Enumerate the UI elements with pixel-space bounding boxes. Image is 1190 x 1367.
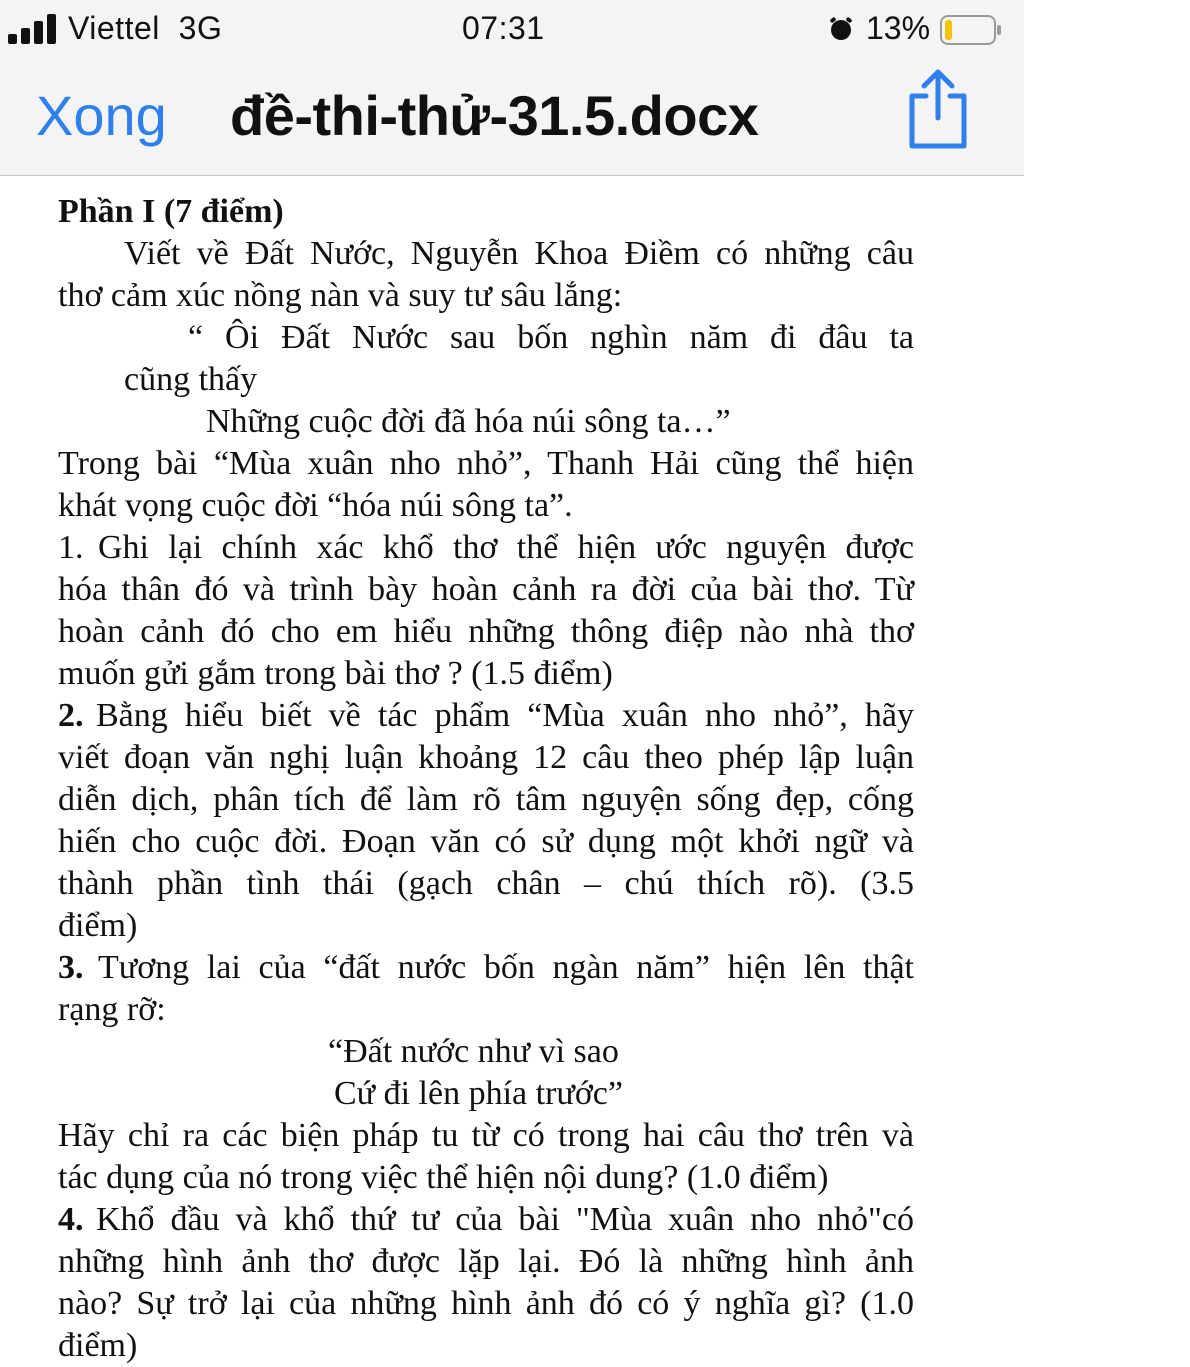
navigation-bar: [0, 58, 1024, 176]
question-line: thành phần tình thái (gạch chân – chú thích rõ). (3.5: [58, 865, 914, 902]
poem-line: Những cuộc đời đã hóa núi sông ta…”: [206, 403, 731, 440]
paragraph-line: khát vọng cuộc đời “hóa núi sông ta”.: [58, 487, 573, 524]
question-number: 4.: [58, 1201, 84, 1238]
paragraph-line: Trong bài “Mùa xuân nho nhỏ”, Thanh Hải cũng thể hiện: [58, 445, 914, 482]
question-line: Tương lai của “đất nước bốn ngàn năm” hiện lên thật: [98, 949, 914, 986]
question-number: 3.: [58, 949, 84, 986]
question-line: điểm): [58, 907, 138, 944]
poem-line: “ Ôi Đất Nước sau bốn nghìn năm đi đâu ta: [188, 319, 914, 356]
question-line: rạng rỡ:: [58, 991, 166, 1028]
question-line: hiến cho cuộc đời. Đoạn văn có sử dụng một khởi ngữ và: [58, 823, 914, 860]
poem-line: Cứ đi lên phía trước”: [334, 1075, 623, 1112]
share-icon[interactable]: [902, 66, 974, 152]
question-line: diễn dịch, phân tích để làm rõ tâm nguyện sống đẹp, cống: [58, 781, 914, 818]
battery-icon: [940, 14, 1002, 46]
battery-percent: 13%: [866, 10, 931, 46]
carrier-name: Viettel: [68, 10, 160, 46]
paragraph-line: Viết về Đất Nước, Nguyễn Khoa Điềm có những câu: [124, 235, 914, 272]
section-heading: Phần I (7 điểm): [58, 193, 284, 230]
status-time: 07:31: [462, 10, 545, 46]
question-line: nào? Sự trở lại của những hình ảnh đó có ý nghĩa gì? (1.0: [58, 1285, 914, 1322]
document-title: đề-thi-thử-31.5.docx: [230, 84, 759, 147]
signal-bars-icon: [8, 14, 62, 44]
alarm-icon: [828, 16, 854, 42]
question-line: viết đoạn văn nghị luận khoảng 12 câu theo phép lập luận: [58, 739, 914, 776]
paragraph-line: thơ cảm xúc nồng nàn và suy tư sâu lắng:: [58, 277, 623, 314]
question-line: những hình ảnh thơ được lặp lại. Đó là những hình ảnh: [58, 1243, 914, 1280]
question-line: Hãy chỉ ra các biện pháp tu từ có trong hai câu thơ trên và: [58, 1117, 914, 1154]
done-button[interactable]: Xong: [36, 84, 167, 147]
status-bar: [0, 0, 1024, 58]
question-line: điểm): [58, 1327, 138, 1364]
battery-level-fill: [945, 20, 952, 40]
question-number: 1.: [58, 529, 84, 566]
question-line: Khổ đầu và khổ thứ tư của bài "Mùa xuân nho nhỏ"có: [96, 1201, 914, 1238]
poem-line: cũng thấy: [124, 361, 258, 398]
question-line: muốn gửi gắm trong bài thơ ? (1.5 điểm): [58, 655, 613, 692]
question-line: Ghi lại chính xác khổ thơ thể hiện ước nguyện được: [98, 529, 914, 566]
carrier-network: [68, 8, 222, 48]
question-line: Bằng hiểu biết về tác phẩm “Mùa xuân nho nhỏ”, hãy: [96, 697, 914, 734]
question-line: hoàn cảnh đó cho em hiểu những thông điệp nào nhà thơ: [58, 613, 914, 650]
question-line: hóa thân đó và trình bày hoàn cảnh ra đời của bài thơ. Từ: [58, 571, 914, 608]
poem-line: “Đất nước như vì sao: [328, 1033, 619, 1070]
document-body: [0, 177, 1024, 1364]
question-line: tác dụng của nó trong việc thể hiện nội dung? (1.0 điểm): [58, 1159, 829, 1196]
question-number: 2.: [58, 697, 84, 734]
network-type: 3G: [178, 10, 223, 46]
